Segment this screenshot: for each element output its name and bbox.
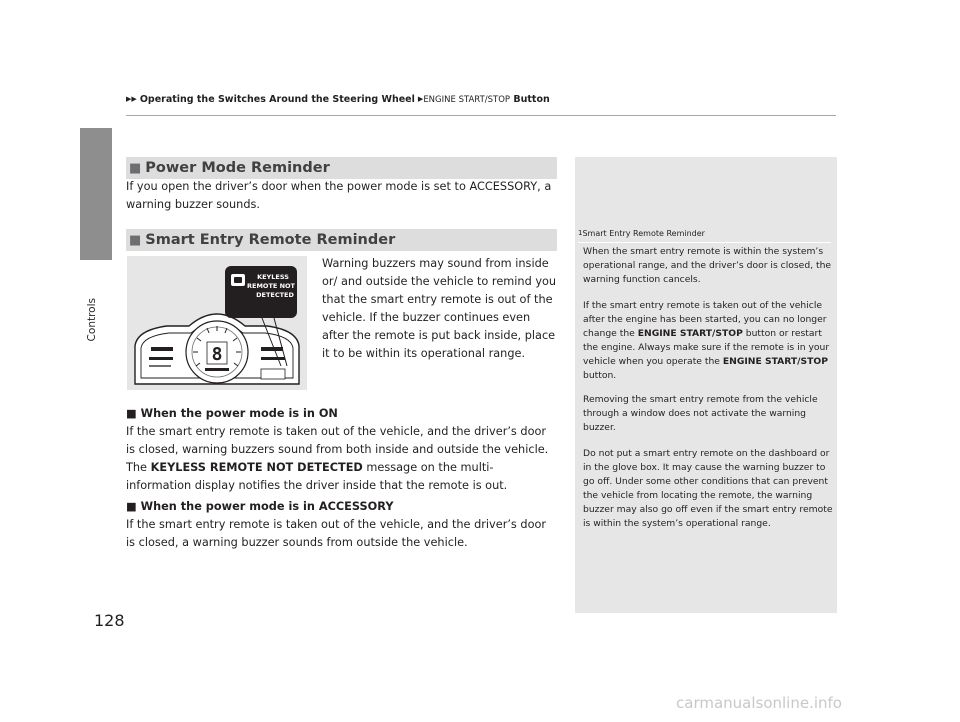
smart-entry-text: Warning buzzers may sound from inside or/ and outside the vehicle to remind you that the smart entry remote is out of the vehicle. If the buzzer continues even after the remote is put back inside, place it to be within its operational range. xyxy=(322,257,557,360)
watermark: carmanualsonline.info xyxy=(676,694,842,712)
arrow-icon: ▶ xyxy=(417,95,424,103)
ref-number: 1 xyxy=(578,229,583,237)
header-rule xyxy=(126,115,836,116)
breadcrumb xyxy=(126,94,550,105)
sidebar-para-4: Do not put a smart entry remote on the dashboard or in the glove box. It may cause the warning buzzer to go off. Under some other conditions that can prevent the vehicle from locating the remote, the warning buzzer may also go off even if the smart entry remote is within the system’s operational range. xyxy=(583,448,833,529)
sidebar-divider xyxy=(578,242,831,243)
display-line-2: REMOTE NOT xyxy=(247,282,295,290)
accessory-mode-section xyxy=(126,498,558,552)
gear-indicator: 8 xyxy=(211,344,223,365)
sidebar-para-2b: button or restart the engine. Always make sure if the remote is in your vehicle when you operate the xyxy=(583,328,830,367)
sidebar-para-1: When the smart entry remote is within the system’s operational range, and the driver’s door is closed, the warning function cancels. xyxy=(583,246,832,285)
sidebar-para-2 xyxy=(583,299,833,383)
sidebar-para-2c: button. xyxy=(583,370,617,381)
section-heading-power-mode xyxy=(126,157,557,179)
display-line-3: DETECTED xyxy=(256,291,294,299)
engine-start-stop-kw-1: ENGINE START/STOP xyxy=(637,328,743,339)
accessory-mode-text: If the smart entry remote is taken out of the vehicle, and the driver’s door is closed, a warning buzzer sounds from outside the vehicle. xyxy=(126,518,547,549)
keyless-message-keyword: KEYLESS REMOTE NOT DETECTED xyxy=(150,461,363,474)
sidebar-para-2a: If the smart entry remote is taken out of the vehicle after the engine has been started, you can no longer change the xyxy=(583,300,827,339)
sidebar-title[interactable] xyxy=(578,229,705,238)
chapter-label: Controls xyxy=(86,298,98,342)
on-mode-text-a: If the smart entry remote is taken out of the vehicle, and the driver’s door is closed, warning buzzers sound from both inside and outside the vehicle. The xyxy=(126,425,549,474)
on-mode-text-b: message on the multi-information display notifies the driver inside that the remote is out. xyxy=(126,461,508,492)
sidebar-title-text: Smart Entry Remote Reminder xyxy=(582,229,705,238)
section-title: Power Mode Reminder xyxy=(145,160,330,176)
double-arrow-icon: ▶▶ xyxy=(126,95,137,103)
breadcrumb-page-caps[interactable]: ENGINE START/STOP xyxy=(423,95,511,105)
square-bullet-icon: ■ xyxy=(129,232,142,248)
notes-sidebar xyxy=(575,157,837,613)
power-mode-text: If you open the driver’s door when the power mode is set to ACCESSORY, a warning buzzer sounds. xyxy=(126,180,552,211)
breadcrumb-section[interactable]: Operating the Switches Around the Steering Wheel xyxy=(139,94,415,105)
square-bullet-icon: ■ xyxy=(129,160,142,176)
on-mode-heading: ■ When the power mode is in ON xyxy=(126,407,338,420)
page-number: 128 xyxy=(94,611,125,630)
display-line-1: KEYLESS xyxy=(257,273,289,281)
instrument-cluster-drawing xyxy=(127,256,307,390)
section-title: Smart Entry Remote Reminder xyxy=(145,232,396,248)
accessory-mode-heading: ■ When the power mode is in ACCESSORY xyxy=(126,500,394,513)
instrument-panel-illustration xyxy=(127,256,307,390)
engine-start-stop-kw-2: ENGINE START/STOP xyxy=(722,356,828,367)
chapter-tab xyxy=(80,128,112,260)
sidebar-para-3: Removing the smart entry remote from the vehicle through a window does not activate the warning buzzer. xyxy=(583,394,818,433)
on-mode-text xyxy=(126,423,558,495)
section-heading-smart-entry xyxy=(126,229,557,251)
on-mode-section xyxy=(126,405,558,495)
breadcrumb-page-word[interactable]: Button xyxy=(510,94,550,105)
